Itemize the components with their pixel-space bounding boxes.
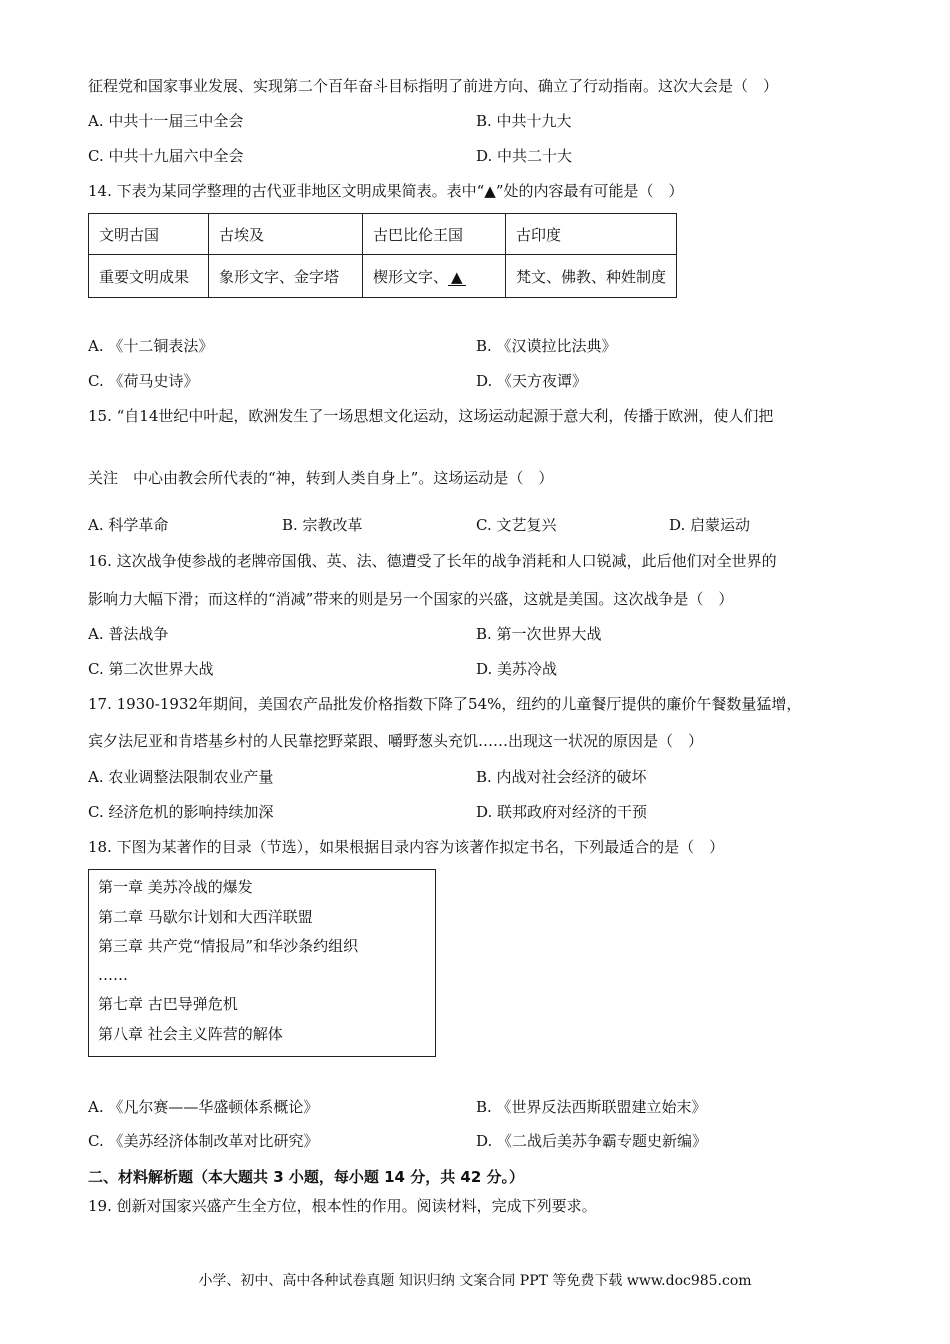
q15-option-c: C. 文艺复兴	[476, 516, 557, 534]
table-header-cell: 文明古国	[89, 214, 209, 255]
table-cell-babylon	[363, 255, 506, 298]
q13-option-a: A. 中共十一届三中全会	[88, 112, 244, 130]
q15-option-a: A. 科学革命	[88, 516, 169, 534]
q14-stem: 14. 下表为某同学整理的古代亚非地区文明成果简表。表中“▲”处的内容最有可能是（ ）	[88, 182, 684, 200]
q15-option-d: D. 启蒙运动	[669, 516, 751, 534]
table-row-label: 重要文明成果	[89, 255, 209, 298]
toc-item: ……	[98, 966, 128, 984]
q18-option-c: C. 《美苏经济体制改革对比研究》	[88, 1132, 319, 1150]
table-header-cell: 古巴比伦王国	[363, 214, 506, 255]
q15-option-b: B. 宗教改革	[282, 516, 363, 534]
q14-option-a: A. 《十二铜表法》	[88, 337, 214, 355]
q16-option-d: D. 美苏冷战	[476, 660, 558, 678]
q18-stem: 18. 下图为某著作的目录（节选），如果根据目录内容为该著作拟定书名，下列最适合的是（ ）	[88, 838, 725, 856]
q14-option-c: C. 《荷马史诗》	[88, 372, 199, 390]
q17-option-d: D. 联邦政府对经济的干预	[476, 803, 648, 821]
q16-option-b: B. 第一次世界大战	[476, 625, 602, 643]
table-of-contents-box	[88, 869, 436, 1057]
toc-item: 第一章 美苏冷战的爆发	[98, 878, 253, 896]
table-cell-egypt: 象形文字、金字塔	[209, 255, 363, 298]
q17-stem-line1: 17. 1930-1932年期间，美国农产品批发价格指数下降了54%，纽约的儿童餐厅提供的廉价午餐数量猛增，	[88, 695, 802, 713]
babylon-text: 楔形文字、	[373, 267, 449, 286]
q16-stem-line2: 影响力大幅下滑；而这样的“消减”带来的则是另一个国家的兴盛，这就是美国。这次战争是（ ）	[88, 590, 734, 608]
q13-option-c: C. 中共十九届六中全会	[88, 147, 244, 165]
toc-item: 第二章 马歇尔计划和大西洋联盟	[98, 908, 313, 926]
q13-stem: 征程党和国家事业发展、实现第二个百年奋斗目标指明了前进方向、确立了行动指南。这次大会是（ ）	[88, 77, 779, 95]
q18-option-b: B. 《世界反法西斯联盟建立始末》	[476, 1098, 707, 1116]
table-row	[89, 214, 677, 255]
q16-option-c: C. 第二次世界大战	[88, 660, 214, 678]
q16-stem-line1: 16. 这次战争使参战的老牌帝国俄、英、法、德遭受了长年的战争消耗和人口锐减，此后他们对全世界的	[88, 552, 777, 570]
q17-stem-line2: 宾夕法尼亚和肯塔基乡村的人民靠挖野菜跟、嚼野葱头充饥……出现这一状况的原因是（ ）	[88, 732, 704, 750]
q17-option-a: A. 农业调整法限制农业产量	[88, 768, 274, 786]
q18-option-d: D. 《二战后美苏争霸专题史新编》	[476, 1132, 708, 1150]
q13-option-b: B. 中共十九大	[476, 112, 572, 130]
toc-item: 第八章 社会主义阵营的解体	[98, 1025, 283, 1043]
q18-option-a: A. 《凡尔赛——华盛顿体系概论》	[88, 1098, 319, 1116]
blank-triangle-mark: ▲	[448, 269, 466, 286]
q15-stem-line2: 关注 中心由教会所代表的“神，转到人类自身上”。这场运动是（ ）	[88, 469, 554, 487]
table-header-cell: 古埃及	[209, 214, 363, 255]
table-cell-india: 梵文、佛教、种姓制度	[506, 255, 677, 298]
table-row	[89, 255, 677, 298]
q14-option-d: D. 《天方夜谭》	[476, 372, 588, 390]
q15-stem-line1: 15. “自14世纪中叶起，欧洲发生了一场思想文化运动，这场运动起源于意大利，传播于欧洲，使人们把	[88, 407, 774, 425]
table-header-cell: 古印度	[506, 214, 677, 255]
q14-option-b: B. 《汉谟拉比法典》	[476, 337, 617, 355]
page-footer: 小学、初中、高中各种试卷真题 知识归纳 文案合同 PPT 等免费下载 www.doc985.com	[198, 1273, 752, 1289]
q13-option-d: D. 中共二十大	[476, 147, 573, 165]
toc-item: 第七章 古巴导弹危机	[98, 995, 238, 1013]
toc-item: 第三章 共产党“情报局”和华沙条约组织	[98, 937, 359, 955]
section-heading: 二、材料解析题（本大题共 3 小题，每小题 14 分，共 42 分。）	[88, 1168, 525, 1186]
civilization-table	[88, 213, 677, 298]
q19-stem: 19. 创新对国家兴盛产生全方位，根本性的作用。阅读材料，完成下列要求。	[88, 1197, 597, 1215]
q17-option-b: B. 内战对社会经济的破坏	[476, 768, 647, 786]
q17-option-c: C. 经济危机的影响持续加深	[88, 803, 274, 821]
q16-option-a: A. 普法战争	[88, 625, 169, 643]
